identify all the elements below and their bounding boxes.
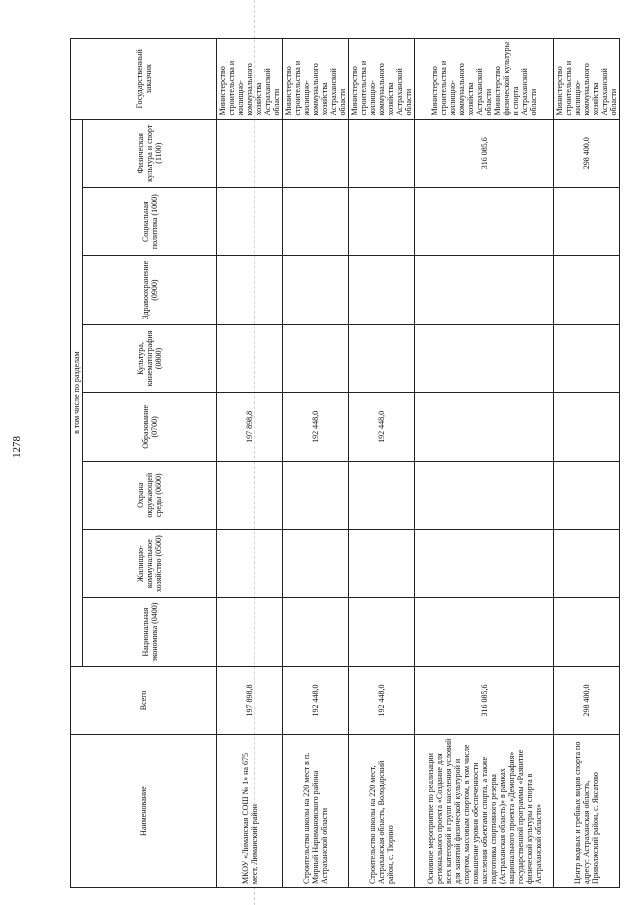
row-customer: Министерство строительства и жилищно-коммунального хозяйства Астраханской области [217, 39, 283, 120]
row-total: 192 448,0 [349, 666, 415, 734]
row-section-1100 [217, 119, 283, 187]
row-section-0600 [415, 461, 554, 529]
table-row [217, 39, 283, 888]
row-section-1000 [217, 188, 283, 256]
row-section-0900 [217, 256, 283, 324]
row-section-0600 [217, 461, 283, 529]
budget-table [70, 38, 620, 888]
row-name: Центр водных и гребных видов спорта по адресу: Астраханская область, Приволжский район, с. Яксатово [554, 735, 620, 888]
header-section-0500: Жилищно-коммунальное хозяйство (0500) [83, 529, 217, 597]
row-total: 197 898,8 [217, 666, 283, 734]
table-row [349, 39, 415, 888]
budget-table-sheet [70, 38, 618, 888]
header-customer: Государственный заказчик [71, 39, 217, 120]
row-section-0700 [554, 393, 620, 461]
row-section-0400 [349, 598, 415, 666]
row-section-0500 [217, 529, 283, 597]
table-row [415, 39, 554, 888]
row-customer: Министерство строительства и жилищно-коммунального хозяйства Астраханской области [554, 39, 620, 120]
row-section-0700: 197 898,8 [217, 393, 283, 461]
row-section-0500 [349, 529, 415, 597]
row-section-0600 [283, 461, 349, 529]
row-section-1100 [349, 119, 415, 187]
header-section-1100: Физическая культура и спорт (1100) [83, 119, 217, 187]
row-section-0400 [415, 598, 554, 666]
row-section-0800 [554, 324, 620, 392]
row-section-1000 [283, 188, 349, 256]
row-customer: Министерство строительства и жилищно-коммунального хозяйства Астраханской области [349, 39, 415, 120]
row-section-0700: 192 448,0 [283, 393, 349, 461]
header-section-1000: Социальная политика (1000) [83, 188, 217, 256]
row-total: 192 448,0 [283, 666, 349, 734]
header-section-0700: Образование (0700) [83, 393, 217, 461]
header-section-0600: Охрана окружающей среды (0600) [83, 461, 217, 529]
header-sections-group: в том числе по разделам [71, 119, 83, 666]
header-section-0800: Культура, кинематография (0800) [83, 324, 217, 392]
row-total: 316 085,6 [415, 666, 554, 734]
row-name: Строительство школы на 220 мест в п. Мирный Наримановского района Астраханской области [283, 735, 349, 888]
row-total: 298 400,0 [554, 666, 620, 734]
row-section-0400 [554, 598, 620, 666]
row-section-0500 [415, 529, 554, 597]
row-section-0800 [415, 324, 554, 392]
row-section-0500 [554, 529, 620, 597]
row-name: Основное мероприятие по реализации регионального проекта «Создание для всех категорий и групп населения условий для занятий физической культурой и спортом, массовым спортом, в том числе повышение уровня обеспеченности населения объектами спорта, а также подготовка спортивного резерва (Астраханская область)» в рамках национального проекта «Демография» государственной программы «Развитие физической культуры и спорта в Астраханской области» [415, 735, 554, 888]
row-section-0700: 192 448,0 [349, 393, 415, 461]
row-section-0900 [415, 256, 554, 324]
row-section-0900 [349, 256, 415, 324]
table-row [554, 39, 620, 888]
row-section-0700 [415, 393, 554, 461]
row-section-0400 [217, 598, 283, 666]
row-section-0600 [554, 461, 620, 529]
row-section-0900 [283, 256, 349, 324]
header-name: Наименование [71, 735, 217, 888]
row-section-1100: 316 085,6 [415, 119, 554, 187]
table-row [283, 39, 349, 888]
row-section-0500 [283, 529, 349, 597]
row-section-0900 [554, 256, 620, 324]
row-section-0800 [217, 324, 283, 392]
row-section-1000 [349, 188, 415, 256]
row-section-0400 [283, 598, 349, 666]
row-name: Строительство школы на 220 мест, Астраханская область, Володарский район, с. Тюрино [349, 735, 415, 888]
row-section-0800 [349, 324, 415, 392]
row-name: МКОУ «Лиманская СОШ № 1» на 675 мест, Лиманский район [217, 735, 283, 888]
header-section-0400: Национальная экономика (0400) [83, 598, 217, 666]
row-section-0800 [283, 324, 349, 392]
row-section-0600 [349, 461, 415, 529]
header-total: Всего [71, 666, 217, 734]
header-section-0900: Здравоохранение (0900) [83, 256, 217, 324]
page-number: 1278 [11, 436, 23, 458]
row-customer: Министерство строительства и жилищно-коммунального хозяйства Астраханской области [283, 39, 349, 120]
row-customer: Министерство строительства и жилищно-коммунального хозяйства Астраханской области Министерство физической культуры и спорта Астраханской области [415, 39, 554, 120]
row-section-1000 [415, 188, 554, 256]
row-section-1100: 298 400,0 [554, 119, 620, 187]
row-section-1100 [283, 119, 349, 187]
row-section-1000 [554, 188, 620, 256]
